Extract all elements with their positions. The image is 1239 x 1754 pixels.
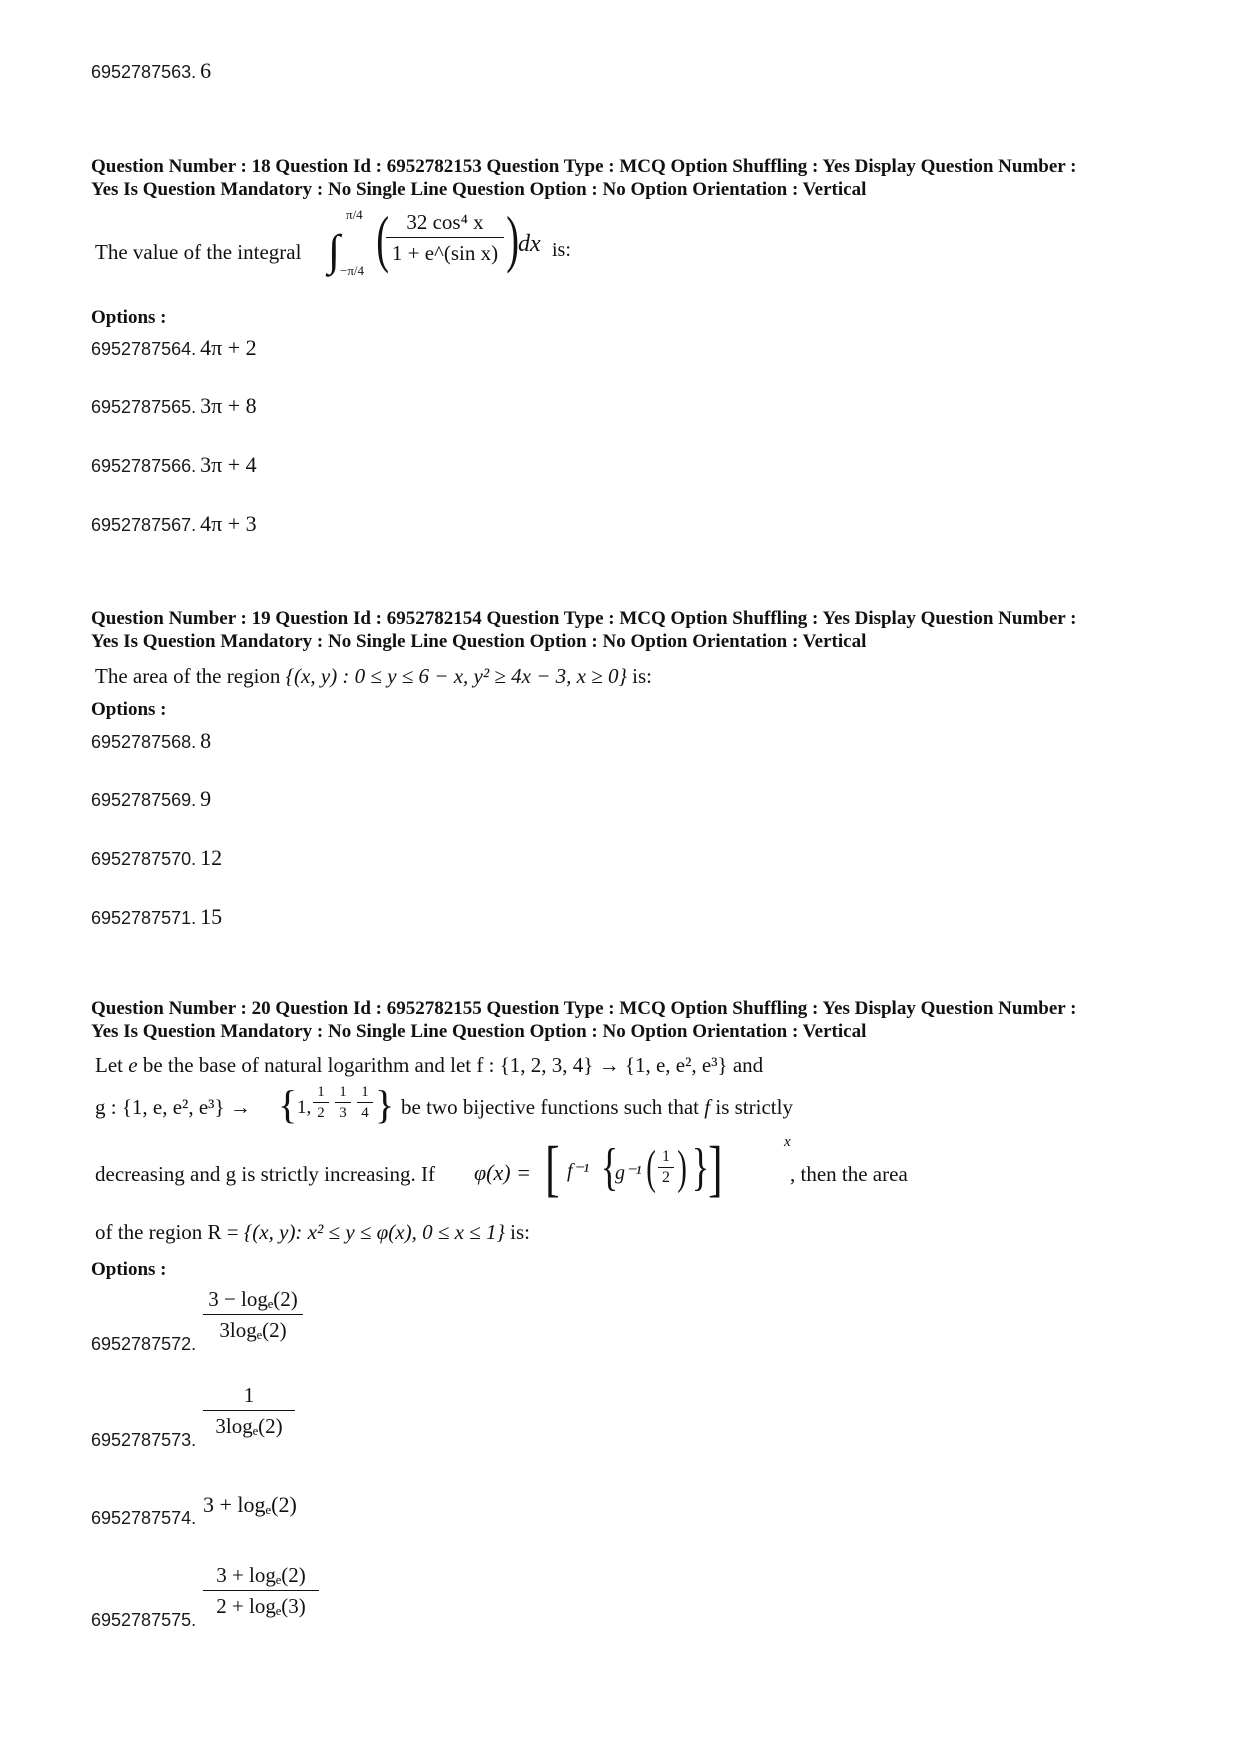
option-value: 3π + 4	[200, 452, 257, 477]
options-heading: Options :	[91, 699, 167, 720]
question-meta-line: Yes Is Question Mandatory : No Single Line Question Option : No Option Orientation : Vertical	[91, 1021, 867, 1042]
fraction-numerator: 3 − logₑ(2)	[208, 1287, 298, 1311]
question-prompt-line: Let e be the base of natural logarithm and let f : {1, 2, 3, 4} → {1, e, e², e³} and	[95, 1053, 764, 1077]
option-id: 6952787575.	[91, 1610, 197, 1630]
left-paren: (	[646, 1141, 656, 1194]
integral-suffix: is:	[552, 239, 571, 261]
fraction-denominator: 2	[662, 1169, 670, 1186]
g-inverse: g⁻¹	[615, 1162, 642, 1184]
option-row[interactable]	[91, 1286, 491, 1356]
option-value: 8	[200, 728, 212, 753]
option-id: 6952787563.	[91, 62, 197, 82]
option-row[interactable]	[91, 58, 211, 84]
option-value: 6	[200, 58, 212, 83]
question-meta-line: Question Number : 19 Question Id : 6952782154 Question Type : MCQ Option Shuffling : Yes Display Question Number :	[91, 608, 1077, 629]
prompt-text: decreasing and g is strictly increasing. If	[95, 1162, 435, 1186]
option-row[interactable]	[91, 1562, 491, 1632]
option-id: 6952787566.	[91, 456, 197, 476]
prompt-text: be the base of natural logarithm and let	[142, 1053, 472, 1077]
function-map: f : {1, 2, 3, 4} → {1, e, e², e³}	[476, 1053, 728, 1077]
prompt-text: Let	[95, 1053, 123, 1077]
fraction-numerator: 1	[662, 1148, 670, 1165]
options-heading: Options :	[91, 1259, 167, 1280]
integral-sign: ∫	[328, 226, 341, 275]
options-heading: Options :	[91, 307, 167, 328]
function-name: f	[704, 1095, 711, 1119]
set-element: 1,	[297, 1097, 312, 1118]
option-id: 6952787572.	[91, 1334, 197, 1354]
question-meta-line: Yes Is Question Mandatory : No Single Line Question Option : No Option Orientation : Vertical	[91, 631, 867, 652]
option-row[interactable]	[91, 393, 257, 419]
function-map: g : {1, e, e², e³} →	[95, 1095, 251, 1119]
question-prompt-line	[95, 1134, 908, 1210]
integral-differential: dx	[518, 231, 541, 257]
fraction-numerator: 1	[339, 1084, 347, 1100]
fraction-denominator: 3logₑ(2)	[215, 1414, 283, 1438]
option-row[interactable]	[91, 1492, 491, 1532]
prompt-text: of the region R =	[95, 1220, 239, 1244]
fraction-numerator: 1	[361, 1084, 369, 1100]
fraction-denominator: 2 + logₑ(3)	[216, 1594, 306, 1618]
option-value: 12	[200, 845, 223, 870]
brace-left: {	[600, 1139, 619, 1196]
integral-upper-limit: π/4	[346, 207, 363, 222]
bracket-right: ]	[708, 1135, 723, 1203]
fraction-denominator: 2	[317, 1105, 325, 1121]
question-prompt	[95, 664, 652, 689]
option-row[interactable]	[91, 335, 257, 361]
fraction-denominator: 3	[339, 1105, 347, 1121]
integrand-numerator: 32 cos⁴ x	[406, 210, 484, 234]
fraction-denominator: 3logₑ(2)	[219, 1318, 287, 1342]
option-id: 6952787569.	[91, 790, 197, 810]
phi-definition: φ(x) =	[474, 1160, 531, 1185]
question-prompt-line	[95, 1220, 530, 1245]
integrand-denominator: 1 + e^(sin x)	[391, 241, 499, 265]
brace-right: }	[375, 1082, 395, 1127]
question-meta-line: Question Number : 18 Question Id : 6952782153 Question Type : MCQ Option Shuffling : Yes Display Question Number :	[91, 156, 1077, 177]
option-row[interactable]	[91, 728, 211, 754]
option-value: 4π + 2	[200, 335, 257, 360]
option-row[interactable]	[91, 511, 257, 537]
option-id: 6952787568.	[91, 732, 197, 752]
option-id: 6952787567.	[91, 515, 197, 535]
bracket-left: [	[545, 1135, 560, 1203]
question-prompt-line	[95, 1082, 895, 1137]
option-value: 4π + 3	[200, 511, 257, 536]
prompt-text: , then the area	[790, 1162, 908, 1186]
question-meta-line: Question Number : 20 Question Id : 6952782155 Question Type : MCQ Option Shuffling : Yes Display Question Number :	[91, 998, 1077, 1019]
brace-right: }	[691, 1139, 710, 1196]
option-row[interactable]	[91, 845, 222, 871]
integral-expression	[320, 205, 580, 295]
left-paren: (	[376, 203, 390, 274]
region-set: {(x, y): x² ≤ y ≤ φ(x), 0 ≤ x ≤ 1}	[243, 1220, 505, 1244]
option-row[interactable]	[91, 1382, 491, 1452]
option-id: 6952787564.	[91, 339, 197, 359]
prompt-text: is:	[510, 1220, 530, 1244]
right-paren: )	[677, 1141, 687, 1194]
option-id: 6952787574.	[91, 1508, 197, 1528]
exponent: x	[784, 1134, 791, 1150]
option-id: 6952787573.	[91, 1430, 197, 1450]
option-id: 6952787571.	[91, 908, 197, 928]
region-set: {(x, y) : 0 ≤ y ≤ 6 − x, y² ≥ 4x − 3, x ≥ 0}	[285, 664, 627, 688]
question-meta-line: Yes Is Question Mandatory : No Single Line Question Option : No Option Orientation : Vertical	[91, 179, 867, 200]
fraction-numerator: 1	[317, 1084, 325, 1100]
option-value: 3π + 8	[200, 393, 257, 418]
integral-lower-limit: −π/4	[340, 263, 365, 278]
option-value: 9	[200, 786, 212, 811]
option-id: 6952787565.	[91, 397, 197, 417]
fraction-numerator: 3 + logₑ(2)	[216, 1563, 306, 1587]
option-value: 3 + logₑ(2)	[203, 1492, 297, 1517]
option-id: 6952787570.	[91, 849, 197, 869]
option-row[interactable]	[91, 452, 257, 478]
fraction-numerator: 1	[243, 1383, 255, 1407]
question-prompt: The value of the integral	[95, 240, 302, 264]
option-value: 15	[200, 904, 223, 929]
option-row[interactable]	[91, 786, 211, 812]
f-inverse: f⁻¹	[567, 1160, 590, 1182]
prompt-text: be two bijective functions such that	[401, 1095, 700, 1119]
right-paren: )	[506, 203, 520, 274]
prompt-text: is strictly	[715, 1095, 793, 1119]
fraction-denominator: 4	[361, 1105, 369, 1121]
prompt-suffix: is:	[632, 664, 653, 688]
brace-left: {	[278, 1082, 298, 1127]
prompt-text: and	[732, 1053, 764, 1077]
prompt-prefix: The area of the region	[95, 664, 281, 688]
option-row[interactable]	[91, 904, 222, 930]
